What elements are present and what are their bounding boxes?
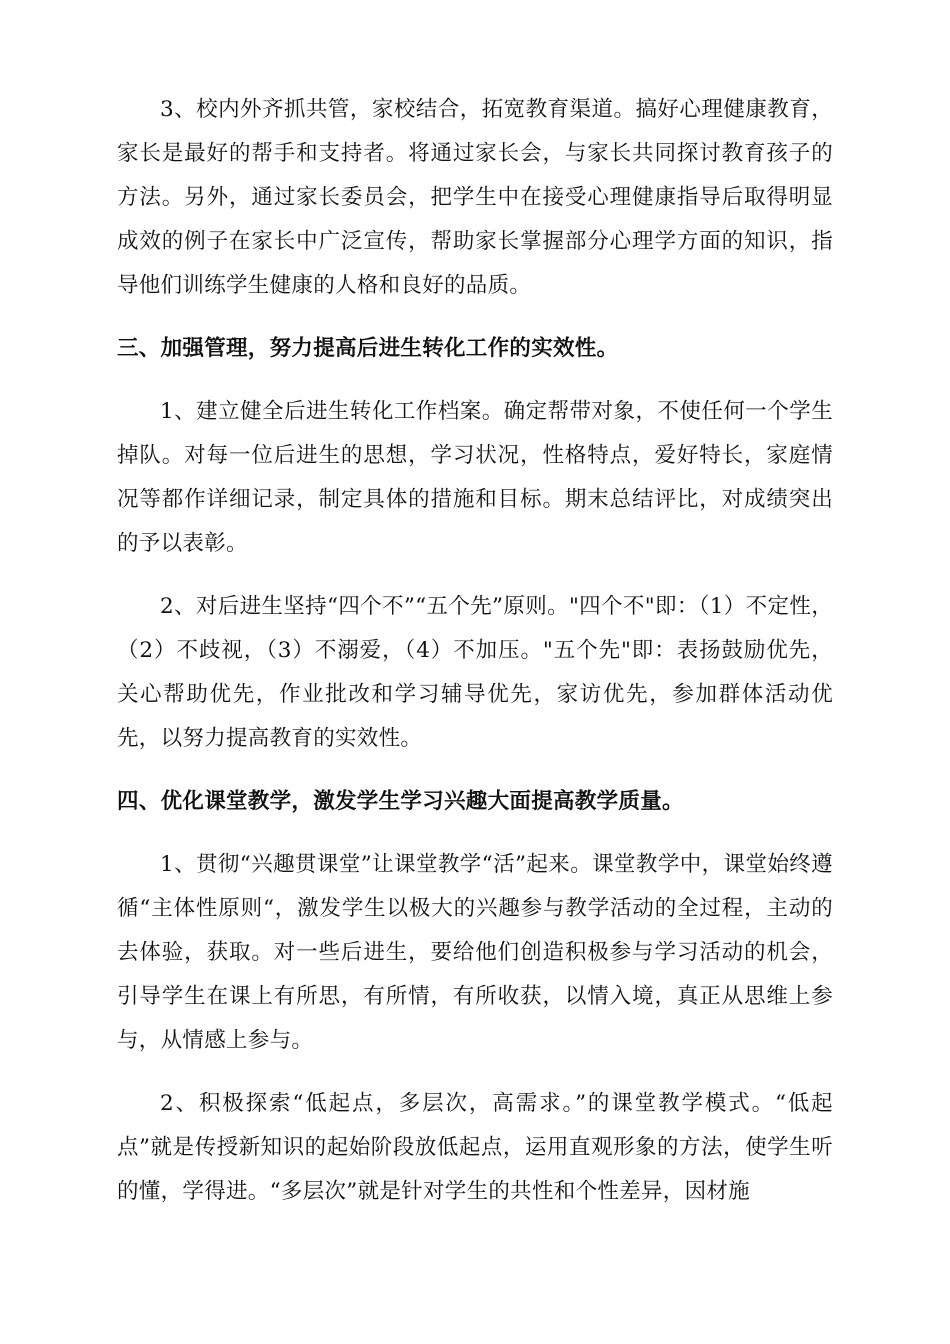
paragraph-four-five-principles: 2、对后进生坚持“四个不”“五个先”原则。"四个不"即：（1）不定性，（2）不歧视，（3）不溺爱，（4）不加压。"五个先"即：表扬鼓励优先，关心帮助优先，作业批改和学习辅导优先，家访优先，参加群体活动优先，以努力提高教育的实效性。 [117, 594, 833, 751]
paragraph-student-archive: 1、建立健全后进生转化工作档案。确定帮带对象，不使任何一个学生掉队。对每一位后进生的思想，学习状况，性格特点，爱好特长，家庭情况等都作详细记录，制定具体的措施和目标。期末总结评比，对成绩突出的予以表彰。 [117, 399, 833, 556]
paragraph-teaching-model: 2、积极探索“低起点，多层次，高需求。”的课堂教学模式。“低起点”就是传授新知识的起始阶段放低起点，运用直观形象的方法，使学生听的懂，学得进。“多层次”就是针对学生的共性和个性差异，因材施 [117, 1091, 833, 1204]
section-heading-3: 三、加强管理，努力提高后进生转化工作的实效性。 [117, 336, 619, 361]
section-heading-4: 四、优化课堂教学，激发学生学习兴趣大面提高教学质量。 [117, 789, 684, 814]
paragraph-interest-classroom: 1、贯彻“兴趣贯课堂”让课堂教学“活”起来。课堂教学中，课堂始终遵循“主体性原则“，激发学生以极大的兴趣参与教学活动的全过程，主动的去体验，获取。对一些后进生，要给他们创造积极参与学习活动的机会，引导学生在课上有所思，有所情，有所收获，以情入境，真正从思维上参与，从情感上参与。 [117, 852, 833, 1053]
document-body [117, 88, 833, 1233]
paragraph-home-school-cooperation: 3、校内外齐抓共管，家校结合，拓宽教育渠道。搞好心理健康教育，家长是最好的帮手和支持者。将通过家长会，与家长共同探讨教育孩子的方法。另外，通过家长委员会，把学生中在接受心理健康指导后取得明显成效的例子在家长中广泛宣传，帮助家长掌握部分心理学方面的知识，指导他们训练学生健康的人格和良好的品质。 [117, 97, 833, 298]
